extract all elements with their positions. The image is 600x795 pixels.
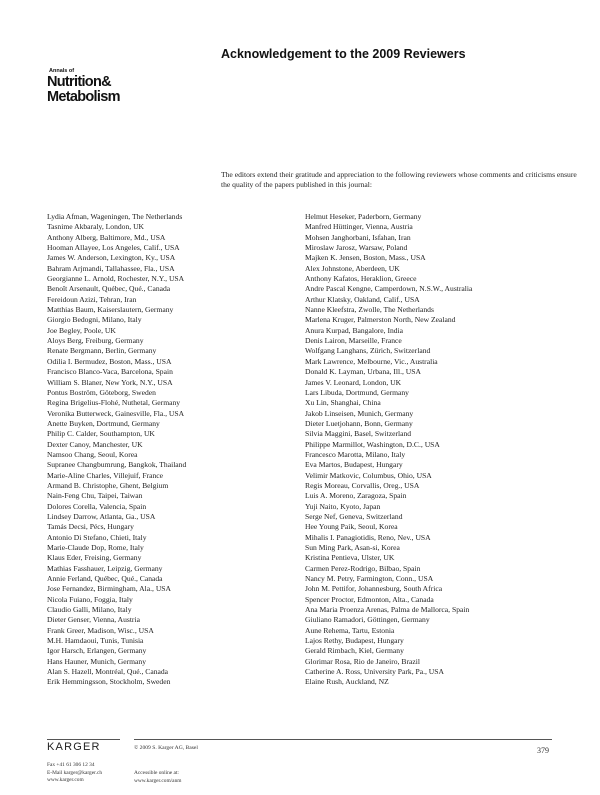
reviewer-entry: Armand B. Christophe, Ghent, Belgium <box>47 480 169 490</box>
reviewer-entry: Joe Begley, Poole, UK <box>47 325 116 335</box>
reviewer-entry: Nain-Feng Chu, Taipei, Taiwan <box>47 491 143 501</box>
reviewer-entry: Miroslaw Jarosz, Warsaw, Poland <box>305 243 408 253</box>
reviewer-entry: Arthur Klatsky, Oakland, Calif., USA <box>305 294 420 304</box>
reviewer-entry: Lindsey Darrow, Atlanta, Ga., USA <box>47 511 156 521</box>
reviewer-entry: John M. Pettifor, Johannesburg, South Africa <box>305 584 443 594</box>
reviewer-entry: Denis Lairon, Marseille, France <box>305 336 402 346</box>
reviewer-entry: Francesco Marotta, Milano, Italy <box>305 449 406 459</box>
publisher-contact <box>47 762 102 785</box>
reviewer-entry: Glorimar Rosa, Rio de Janeiro, Brazil <box>305 656 420 666</box>
reviewer-entry: Xu Lin, Shanghai, China <box>305 398 381 408</box>
reviewer-entry: Lajos Rethy, Budapest, Hungary <box>305 636 404 646</box>
reviewer-entry: Matthias Baum, Kaiserslautern, Germany <box>47 305 174 315</box>
reviewer-entry: Gerald Rimbach, Kiel, Germany <box>305 646 404 656</box>
reviewer-entry: Marlena Kruger, Palmerston North, New Zealand <box>305 315 456 325</box>
reviewer-entry: Igor Harsch, Erlangen, Germany <box>47 646 147 656</box>
reviewer-entry: Tamás Decsi, Pécs, Hungary <box>47 522 134 532</box>
reviewer-entry: Donald K. Layman, Urbana, Ill., USA <box>305 367 421 377</box>
reviewer-entry: Anthony Alberg, Baltimore, Md., USA <box>47 232 166 242</box>
reviewer-entry: Giorgio Bedogni, Milano, Italy <box>47 315 142 325</box>
reviewer-entry: Alex Johnstone, Aberdeen, UK <box>305 263 400 273</box>
footer-divider-left <box>47 739 120 740</box>
online-access <box>134 770 181 785</box>
reviewer-entry: Eva Martos, Budapest, Hungary <box>305 460 403 470</box>
contact-email: E-Mail karger@karger.ch <box>47 769 103 776</box>
journal-logo-name-line1: Nutrition& <box>47 73 111 90</box>
reviewer-entry: Philip C. Calder, Southampton, UK <box>47 429 155 439</box>
reviewer-entry: Andre Pascal Kengne, Camperdown, N.S.W., Australia <box>305 284 473 294</box>
reviewer-entry: Mark Lawrence, Melbourne, Vic., Australia <box>305 356 438 366</box>
reviewer-entry: William S. Blaner, New York, N.Y., USA <box>47 377 173 387</box>
reviewer-entry: Supranee Changbumrung, Bangkok, Thailand <box>47 460 187 470</box>
reviewer-entry: Kristina Pentieva, Ulster, UK <box>305 553 395 563</box>
reviewer-entry: Tasnime Akbaraly, London, UK <box>47 222 145 232</box>
reviewer-entry: Silvia Maggini, Basel, Switzerland <box>305 429 412 439</box>
reviewer-entry: Renate Bergmann, Berlin, Germany <box>47 346 157 356</box>
reviewer-entry: Luis A. Moreno, Zaragoza, Spain <box>305 491 407 501</box>
reviewer-entry: Annie Ferland, Québec, Qué., Canada <box>47 574 163 584</box>
reviewer-entry: Erik Hemmingsson, Stockholm, Sweden <box>47 677 171 687</box>
reviewer-entry: Aune Rehema, Tartu, Estonia <box>305 625 395 635</box>
reviewer-entry: M.H. Hamdaoui, Tunis, Tunisia <box>47 636 144 646</box>
reviewer-entry: Catherine A. Ross, University Park, Pa., USA <box>305 667 445 677</box>
reviewer-entry: Mathias Fasshauer, Leipzig, Germany <box>47 563 163 573</box>
reviewer-entry: Carmen Perez-Rodrigo, Bilbao, Spain <box>305 563 421 573</box>
reviewer-entry: Regina Brigelius-Flohé, Nuthetal, Germany <box>47 398 181 408</box>
reviewer-entry: Mihalis I. Panagiotidis, Reno, Nev., USA <box>305 532 431 542</box>
reviewer-entry: Mohsen Janghorbani, Isfahan, Iran <box>305 232 411 242</box>
reviewer-entry: Giuliano Ramadori, Göttingen, Germany <box>305 615 430 625</box>
copyright-notice: © 2009 S. Karger AG, Basel <box>134 745 198 751</box>
reviewer-entry: Odilia I. Bermudez, Boston, Mass., USA <box>47 356 172 366</box>
intro-paragraph: The editors extend their gratitude and appreciation to the following reviewers whose comments and criticisms ensure the quality of the papers published in this journal: <box>221 170 577 190</box>
reviewer-entry: Claudio Galli, Milano, Italy <box>47 605 132 615</box>
reviewer-entry: Velimir Matkovic, Columbus, Ohio, USA <box>305 470 432 480</box>
reviewer-entry: Lars Libuda, Dortmund, Germany <box>305 387 409 397</box>
reviewer-entry: Anura Kurpad, Bangalore, India <box>305 325 404 335</box>
reviewer-entry: Dieter Genser, Vienna, Austria <box>47 615 140 625</box>
reviewers-left-column <box>47 212 292 688</box>
reviewer-entry: Dexter Canoy, Manchester, UK <box>47 439 143 449</box>
reviewer-entry: Ana Maria Proenza Arenas, Palma de Mallorca, Spain <box>305 605 470 615</box>
reviewer-entry: Bahram Arjmandi, Tallahassee, Fla., USA <box>47 263 175 273</box>
reviewer-entry: Georgianne L. Arnold, Rochester, N.Y., USA <box>47 274 185 284</box>
reviewer-entry: Wolfgang Langhans, Zürich, Switzerland <box>305 346 431 356</box>
reviewer-entry: Helmut Heseker, Paderborn, Germany <box>305 212 422 221</box>
reviewer-entry: Lydia Afman, Wageningen, The Netherlands <box>47 212 183 221</box>
reviewer-entry: Majken K. Jensen, Boston, Mass., USA <box>305 253 426 263</box>
page-title: Acknowledgement to the 2009 Reviewers <box>221 47 466 61</box>
journal-logo-annals: Annals of <box>49 68 75 74</box>
journal-logo-name-line2: Metabolism <box>47 89 120 105</box>
reviewer-entry: Yuji Naito, Kyoto, Japan <box>305 501 381 511</box>
footer-divider-right <box>134 739 552 740</box>
reviewer-entry: Serge Nef, Geneva, Switzerland <box>305 511 403 521</box>
reviewer-entry: Elaine Rush, Auckland, NZ <box>305 677 389 687</box>
reviewer-entry: Alan S. Hazell, Montréal, Qué., Canada <box>47 667 169 677</box>
reviewer-entry: Namsoo Chang, Seoul, Korea <box>47 449 138 459</box>
reviewer-entry: James V. Leonard, London, UK <box>305 377 402 387</box>
publisher-logo: KARGER <box>47 741 101 753</box>
reviewer-entry: Jose Fernandez, Birmingham, Ala., USA <box>47 584 172 594</box>
contact-web: www.karger.com <box>47 777 84 784</box>
reviewer-entry: Pontus Boström, Göteborg, Sweden <box>47 387 156 397</box>
reviewer-entry: Francisco Blanco-Vaca, Barcelona, Spain <box>47 367 173 377</box>
reviewer-entry: Fereidoun Azizi, Tehran, Iran <box>47 294 137 304</box>
reviewer-entry: Jakob Linseisen, Munich, Germany <box>305 408 414 418</box>
reviewer-entry: Hans Hauner, Munich, Germany <box>47 656 147 666</box>
reviewer-entry: Manfred Hüttinger, Vienna, Austria <box>305 222 413 232</box>
reviewer-entry: Philippe Marmillot, Washington, D.C., USA <box>305 439 440 449</box>
reviewer-entry: Nicola Fuiano, Foggia, Italy <box>47 594 133 604</box>
reviewer-entry: Veronika Butterweck, Gainesville, Fla., USA <box>47 408 185 418</box>
reviewer-entry: Antonio Di Stefano, Chieti, Italy <box>47 532 147 542</box>
reviewer-entry: Klaus Eder, Freising, Germany <box>47 553 142 563</box>
reviewer-entry: Dolores Corella, Valencia, Spain <box>47 501 147 511</box>
page-number: 379 <box>537 746 549 755</box>
reviewer-entry: James W. Anderson, Lexington, Ky., USA <box>47 253 176 263</box>
online-access-label: Accessible online at: <box>134 770 179 776</box>
reviewer-entry: Hooman Allayee, Los Angeles, Calif., USA <box>47 243 180 253</box>
journal-logo <box>47 69 157 105</box>
reviewer-entry: Anette Buyken, Dortmund, Germany <box>47 418 160 428</box>
reviewer-entry: Marie-Claude Dop, Rome, Italy <box>47 543 144 552</box>
online-access-url: www.karger.com/anm <box>134 777 182 784</box>
reviewers-right-column <box>305 212 585 688</box>
reviewer-entry: Benoît Arsenault, Québec, Qué., Canada <box>47 284 171 294</box>
reviewer-entry: Marie-Aline Charles, Villejuif, France <box>47 470 164 480</box>
reviewer-entry: Nancy M. Petry, Farmington, Conn., USA <box>305 574 434 584</box>
reviewer-entry: Frank Greer, Madison, Wisc., USA <box>47 625 154 635</box>
contact-fax: Fax +41 61 306 12 34 <box>47 762 95 768</box>
reviewer-entry: Anthony Kafatos, Heraklion, Greece <box>305 274 417 284</box>
reviewer-entry: Regis Moreau, Corvallis, Oreg., USA <box>305 480 420 490</box>
reviewer-entry: Aloys Berg, Freiburg, Germany <box>47 336 144 346</box>
reviewer-entry: Dieter Luetjohann, Bonn, Germany <box>305 418 413 428</box>
reviewer-entry: Spencer Proctor, Edmonton, Alta., Canada <box>305 594 434 604</box>
reviewer-entry: Nanne Kleefstra, Zwolle, The Netherlands <box>305 305 434 315</box>
reviewer-entry: Sun Ming Park, Asan-si, Korea <box>305 543 400 552</box>
reviewer-entry: Hee Young Paik, Seoul, Korea <box>305 522 398 532</box>
